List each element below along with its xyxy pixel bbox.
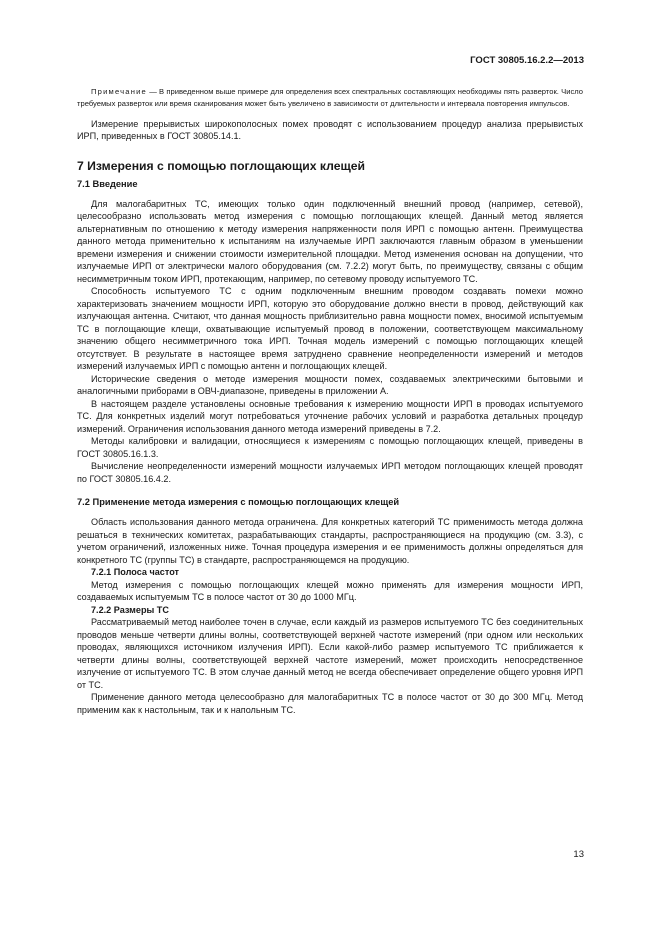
intro-paragraph: Измерение прерывистых широкополосных помех проводят с использованием процедур анализа прерывистых ИРП, приведенных в ГОСТ 30805.14.1.	[77, 118, 583, 142]
page-content	[77, 86, 583, 716]
standard-header: ГОСТ 30805.16.2.2—2013	[470, 55, 584, 66]
note-label: Примечание	[91, 87, 147, 96]
section-7-1-title: 7.1 Введение	[77, 178, 138, 189]
section-7-2-title: 7.2 Применение метода измерения с помощью поглощающих клещей	[77, 497, 400, 508]
section-7-1-paragraph: Вычисление неопределенности измерений мощности излучаемых ИРП методом поглощающих клещей проводят по ГОСТ 30805.16.4.2.	[77, 461, 583, 484]
section-7-2-1-title: 7.2.1 Полоса частот	[91, 567, 179, 578]
note-paragraph	[77, 86, 583, 111]
section-7-title: 7 Измерения с помощью поглощающих клещей	[77, 158, 366, 173]
section-7-1-paragraph: Способность испытуемого ТС с одним подключенным внешним проводом создавать помехи можно характеризовать значением мощности ИРП, которую это оборудование должно внести в провод, действующий как излучающая антенна. Считают, что данная мощность приблизительно равна мощности помех, вносимой испытуемым ТС в поглощающие клещи, охватывающие испытуемый провод в положении, соответствующем максимальному значению общего несимметричного тока ИРП. Точная модель измерений с помощью поглощающих клещей отсутствует. В результате в настоящее время затруднено сравнение неопределенности измерений и методов измерений излучаемых ИРП с помощью антенн и поглощающих клещей.	[77, 286, 583, 372]
section-7-1-paragraph: В настоящем разделе установлены основные требования к измерению мощности ИРП в проводах испытуемого ТС. Для конкретных изделий могут потребоваться уточнение рабочих условий и разработка детальных процедур измерений. Ограничения использования данного метода измерений приведены в 7.2.	[77, 398, 583, 434]
section-7-2-paragraph: Область использования данного метода ограничена. Для конкретных категорий ТС применимость метода должна решаться в технических комитетах, разрабатывающих стандарты, распространяющиеся на продукцию (см. 3.3), с учетом ограничений, изложенных ниже. Точная процедура измерения и ее применимость должны определяться для конкретного ТС (группы ТС) в стандарте, распространяющемся на продукцию.	[77, 517, 583, 565]
page-number: 13	[573, 849, 584, 860]
section-7-2-2-paragraph: Рассматриваемый метод наиболее точен в случае, если каждый из размеров испытуемого ТС без соединительных проводов меньше четверти длины волны, соответствующей верхней частоте измерений (при одном или нескольких проводах, являющихся источником излучения ИРП). Если какой-либо размер испытуемого ТС приближается к четверти длины волны, соответствующей верхней частоте измерений, может происходить непосредственное излучение от испытуемого ТС. В этом случае данный метод не всегда обеспечивает определение общего уровня ИРП от ТС.	[77, 617, 583, 690]
note-text: — В приведенном выше примере для определения всех спектральных составляющих необходимы пять разверток. Число требуемых разверток или время сканирования может быть увеличено в зависимости от длительности и интервала повторения импульсов.	[77, 87, 583, 109]
section-7-1-paragraph: Для малогабаритных ТС, имеющих только один подключенный внешний провод (например, сетевой), целесообразно использовать метод измерения с помощью поглощающих клещей. Данный метод является альтернативным по отношению к методу измерения напряженности поля ИРП с помощью антенн. Преимущества данного метода применительно к испытаниям на излучаемые ИРП заключаются главным образом в уменьшении времени измерения и снижении стоимости измерительной площадки. Метод изменения основан на допущении, что излучаемые ИРП от электрически малого оборудования (см. 7.2.2) могут быть, по преимуществу, связаны с общим несимметричным током ИРП, протекающим, например, по сетевому проводу испытуемого ТС.	[77, 198, 583, 284]
section-7-2-1-paragraph: Метод измерения с помощью поглощающих клещей можно применять для измерения мощности ИРП, создаваемых испытуемым ТС в полосе частот от 30 до 1000 МГц.	[77, 579, 583, 603]
section-7-2-2-title: 7.2.2 Размеры ТС	[91, 604, 169, 615]
section-7-1-paragraph: Методы калибровки и валидации, относящиеся к измерениям с помощью поглощающих клещей, приведены в ГОСТ 30805.16.1.3.	[77, 436, 583, 459]
section-7-1-paragraph: Исторические сведения о методе измерения мощности помех, создаваемых электрическими бытовыми и аналогичными приборами в ОВЧ-диапазоне, приведены в приложении А.	[77, 373, 583, 397]
section-7-2-2-paragraph: Применение данного метода целесообразно для малогабаритных ТС в полосе частот от 30 до 300 МГц. Метод применим как к настольным, так и к напольным ТС.	[77, 692, 583, 715]
